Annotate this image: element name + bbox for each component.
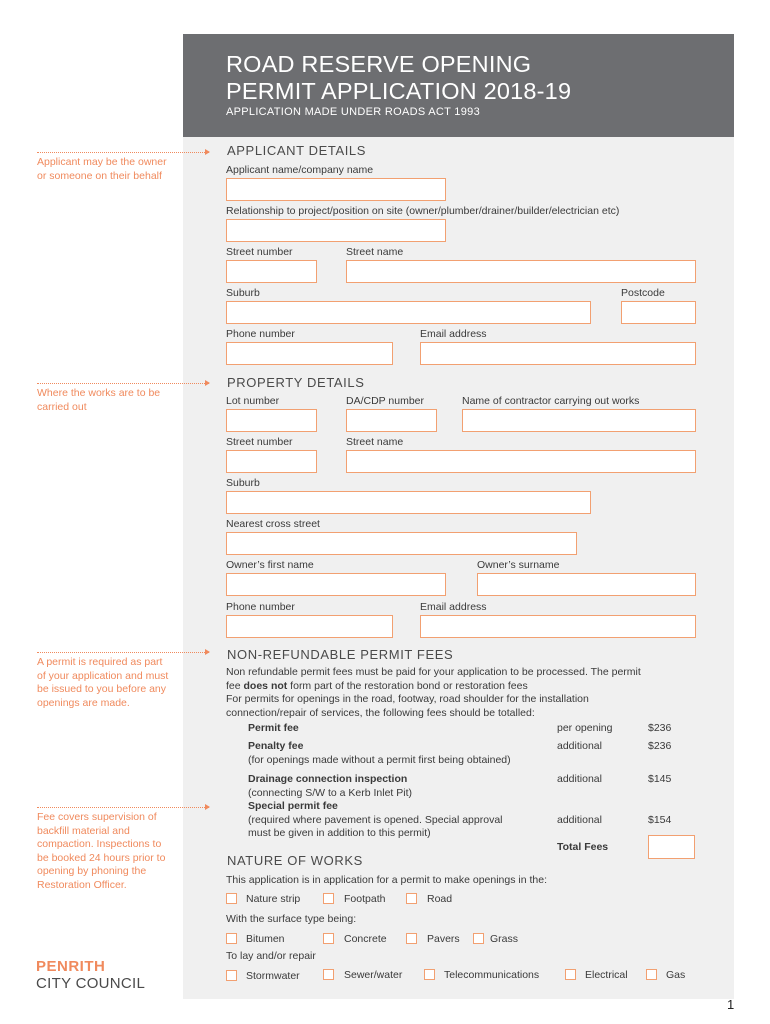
note-applicant: Applicant may be the owner or someone on their behalf	[37, 156, 167, 182]
pavers-checkbox[interactable]	[406, 933, 417, 944]
fees-intro-line3: For permits for openings in the road, footway, road shoulder for the installation	[226, 693, 589, 705]
applicant-phone-field[interactable]	[226, 342, 393, 365]
section-fees-heading: NON-REFUNDABLE PERMIT FEES	[227, 647, 454, 662]
pavers-label: Pavers	[427, 933, 460, 945]
arrow-right-icon	[205, 380, 210, 386]
telecommunications-checkbox[interactable]	[424, 969, 435, 980]
relationship-field[interactable]	[226, 219, 446, 242]
stormwater-label: Stormwater	[246, 970, 300, 982]
relationship-label: Relationship to project/position on site (owner/plumber/drainer/builder/electrician etc)	[226, 205, 620, 217]
applicant-street-name-field[interactable]	[346, 260, 696, 283]
cross-street-field[interactable]	[226, 532, 577, 555]
works-intro: This application is in application for a permit to make openings in the:	[226, 874, 548, 886]
bitumen-checkbox[interactable]	[226, 933, 237, 944]
fee-item-amount: $145	[648, 773, 672, 785]
fee-item-basis: additional	[557, 814, 602, 826]
section-property-heading: PROPERTY DETAILS	[227, 375, 365, 390]
concrete-label: Concrete	[344, 933, 387, 945]
applicant-suburb-label: Suburb	[226, 287, 260, 299]
total-fees-label: Total Fees	[557, 841, 609, 853]
owner-first-name-label: Owner’s first name	[226, 559, 314, 571]
property-street-number-field[interactable]	[226, 450, 317, 473]
dacdp-number-label: DA/CDP number	[346, 395, 425, 407]
total-fees-field[interactable]	[648, 835, 695, 859]
property-suburb-label: Suburb	[226, 477, 260, 489]
fee-item-name: Permit fee	[248, 722, 299, 734]
nature-strip-checkbox[interactable]	[226, 893, 237, 904]
applicant-name-label: Applicant name/company name	[226, 164, 374, 176]
grass-label: Grass	[490, 933, 519, 945]
lot-number-field[interactable]	[226, 409, 317, 432]
applicant-street-number-label: Street number	[226, 246, 293, 258]
fee-item-amount: $236	[648, 722, 672, 734]
gas-checkbox[interactable]	[646, 969, 657, 980]
fees-intro-line4: connection/repair of services, the following fees should be totalled:	[226, 707, 535, 719]
applicant-email-label: Email address	[420, 328, 487, 340]
fees-intro-line1: Non refundable permit fees must be paid for your application to be processed. The permit	[226, 666, 641, 678]
applicant-postcode-label: Postcode	[621, 287, 665, 299]
contractor-name-field[interactable]	[462, 409, 696, 432]
applicant-street-name-label: Street name	[346, 246, 404, 258]
council-logo-line2: CITY COUNCIL	[36, 975, 146, 992]
owner-first-name-field[interactable]	[226, 573, 446, 596]
sewer-water-label: Sewer/water	[344, 969, 403, 981]
section-applicant-heading: APPLICANT DETAILS	[227, 143, 367, 158]
applicant-phone-label: Phone number	[226, 328, 295, 340]
fee-item-basis: per opening	[557, 722, 613, 734]
form-header	[183, 34, 734, 137]
note-leader	[37, 152, 209, 153]
fee-item-note: (for openings made without a permit first being obtained)	[248, 754, 511, 766]
sewer-water-checkbox[interactable]	[323, 969, 334, 980]
telecommunications-label: Telecommunications	[444, 969, 540, 981]
arrow-right-icon	[205, 149, 210, 155]
property-suburb-field[interactable]	[226, 491, 591, 514]
note-permit-required: A permit is required as part of your application and must be issued to you before any openings are made.	[37, 656, 169, 709]
dacdp-number-field[interactable]	[346, 409, 437, 432]
applicant-suburb-field[interactable]	[226, 301, 591, 324]
fee-item-amount: $154	[648, 814, 672, 826]
fee-item-note: (connecting S/W to a Kerb Inlet Pit)	[248, 787, 412, 799]
stormwater-checkbox[interactable]	[226, 970, 237, 981]
property-email-field[interactable]	[420, 615, 696, 638]
note-works-location: Where the works are to be carried out	[37, 387, 161, 413]
form-title-line1: ROAD RESERVE OPENING	[226, 51, 532, 77]
road-checkbox[interactable]	[406, 893, 417, 904]
property-email-label: Email address	[420, 601, 487, 613]
council-logo-line1: PENRITH	[36, 958, 106, 975]
surface-prompt: With the surface type being:	[226, 913, 357, 925]
electrical-label: Electrical	[585, 969, 628, 981]
fee-item-note: (required where pavement is opened. Special approval	[248, 814, 503, 826]
lot-number-label: Lot number	[226, 395, 280, 407]
applicant-email-field[interactable]	[420, 342, 696, 365]
owner-surname-label: Owner’s surname	[477, 559, 560, 571]
property-street-name-field[interactable]	[346, 450, 696, 473]
property-phone-field[interactable]	[226, 615, 393, 638]
cross-street-label: Nearest cross street	[226, 518, 320, 530]
nature-strip-label: Nature strip	[246, 893, 301, 905]
fee-item-name: Penalty fee	[248, 740, 304, 752]
fee-item-amount: $236	[648, 740, 672, 752]
bitumen-label: Bitumen	[246, 933, 285, 945]
fee-item-note: must be given in addition to this permit)	[248, 827, 431, 839]
applicant-street-number-field[interactable]	[226, 260, 317, 283]
property-phone-label: Phone number	[226, 601, 295, 613]
footpath-checkbox[interactable]	[323, 893, 334, 904]
fees-intro-line2: fee does not form part of the restoration bond or restoration fees	[226, 680, 528, 692]
note-leader	[37, 383, 209, 384]
fee-item-basis: additional	[557, 740, 602, 752]
footpath-label: Footpath	[344, 893, 386, 905]
fee-item-name: Drainage connection inspection	[248, 773, 408, 785]
note-leader	[37, 652, 209, 653]
arrow-right-icon	[205, 649, 210, 655]
note-fee-covers: Fee covers supervision of backfill material and compaction. Inspections to be booked 24 hours prior to opening by phoning the Restoration Officer.	[37, 811, 166, 891]
fee-item-basis: additional	[557, 773, 602, 785]
property-street-name-label: Street name	[346, 436, 404, 448]
gas-label: Gas	[666, 969, 686, 981]
note-leader	[37, 807, 209, 808]
form-subtitle: APPLICATION MADE UNDER ROADS ACT 1993	[226, 106, 480, 118]
arrow-right-icon	[205, 804, 210, 810]
owner-surname-field[interactable]	[477, 573, 696, 596]
electrical-checkbox[interactable]	[565, 969, 576, 980]
applicant-postcode-field[interactable]	[621, 301, 696, 324]
property-street-number-label: Street number	[226, 436, 293, 448]
contractor-name-label: Name of contractor carrying out works	[462, 395, 640, 407]
road-label: Road	[427, 893, 453, 905]
fee-item-name: Special permit fee	[248, 800, 338, 812]
applicant-name-field[interactable]	[226, 178, 446, 201]
page-number: 1	[727, 997, 735, 1012]
concrete-checkbox[interactable]	[323, 933, 334, 944]
grass-checkbox[interactable]	[473, 933, 484, 944]
section-works-heading: NATURE OF WORKS	[227, 853, 363, 868]
form-title-line2: PERMIT APPLICATION 2018-19	[226, 78, 572, 104]
repair-prompt: To lay and/or repair	[226, 950, 316, 962]
